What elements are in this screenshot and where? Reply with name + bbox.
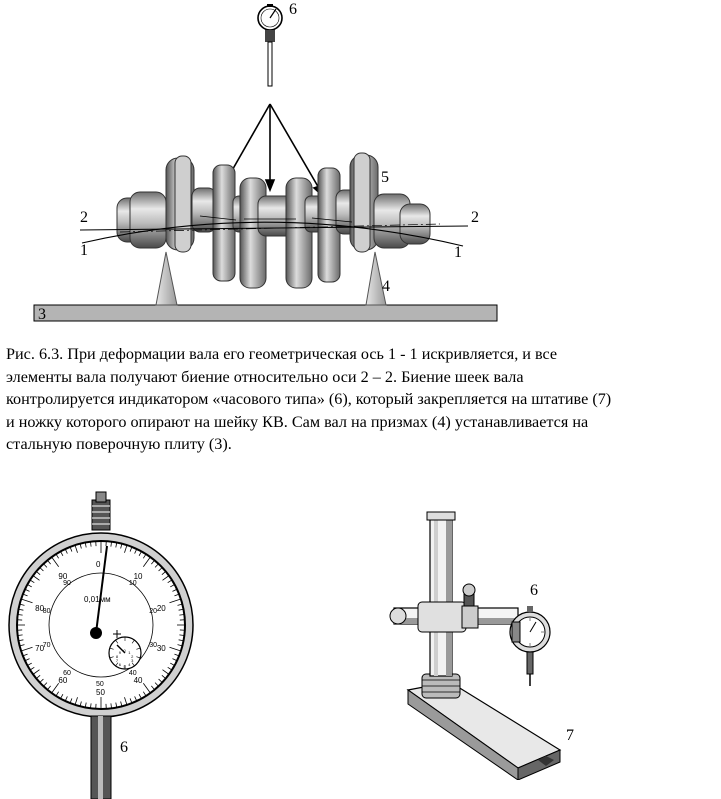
dial-number: 60	[58, 675, 68, 685]
label-axis22-right: 2	[471, 209, 479, 226]
dial-number-inner: 50	[96, 681, 104, 688]
dial-number: 50	[96, 688, 105, 697]
label-stand-indicator-6: 6	[530, 582, 538, 599]
caption-line: контролируется индикатором «часового типа» (6), который закрепляется на штативе (7)	[6, 390, 612, 408]
dial-number: 80	[35, 604, 45, 614]
dial-indicator-drawing	[0, 490, 200, 799]
dial-number: 0	[96, 560, 101, 569]
label-axis11-right: 1	[454, 244, 462, 261]
dial-number-inner: 60	[63, 670, 71, 678]
small-dial-number: 3	[131, 658, 134, 664]
top-indicator	[258, 4, 282, 86]
caption-line: элементы вала получают биение относительно оси 2 – 2. Биение шеек вала	[6, 367, 524, 386]
small-dial-number: 7	[115, 658, 119, 664]
dial-number-inner: 80	[42, 607, 51, 615]
small-dial-number: 4	[128, 662, 131, 668]
dial-number: 70	[35, 643, 45, 653]
label-indicator-6: 6	[289, 1, 297, 18]
label-plate-3: 3	[38, 306, 46, 323]
dial-number-inner: 90	[63, 579, 71, 587]
dial-number-inner: 70	[42, 642, 51, 650]
dial-number-inner: 30	[149, 642, 158, 650]
label-prism-4: 4	[382, 278, 390, 295]
dial-number: 20	[156, 604, 166, 614]
label-stand-7: 7	[566, 727, 574, 744]
indicator-stand-drawing	[370, 510, 610, 780]
dial-number-inner: 40	[128, 670, 137, 678]
caption-line: стальную поверочную плиту (3).	[6, 435, 232, 453]
figure-caption	[6, 343, 718, 456]
dial-center-text: 0,01мм	[84, 595, 111, 604]
small-dial-number: 5	[123, 664, 126, 669]
crankshaft-diagram	[0, 0, 721, 340]
dial-number: 30	[156, 643, 166, 653]
label-crankshaft-5: 5	[381, 169, 389, 186]
small-dial-number: 2	[131, 653, 134, 659]
dial-number: 10	[133, 572, 143, 582]
dial-number: 90	[58, 572, 68, 582]
dial-number: 40	[133, 675, 143, 685]
small-dial-number: 8	[115, 653, 119, 659]
dial-number-inner: 20	[149, 607, 158, 615]
prism-left	[156, 252, 177, 305]
small-dial-number: 9	[118, 649, 122, 655]
label-axis11-left: 1	[80, 242, 88, 259]
dial-number-inner: 10	[128, 579, 137, 587]
caption-line: и ножку которого опирают на шейку КВ. Сам вал на призмах (4) устанавливается на	[6, 412, 589, 431]
small-dial-number: 1	[128, 649, 131, 655]
caption-line: Рис. 6.3. При деформации вала его геометрическая ось 1 - 1 искривляется, и все	[6, 345, 558, 363]
small-dial-number: 0	[123, 648, 126, 653]
label-axis22-left: 2	[80, 209, 88, 226]
small-dial-number: 6	[118, 662, 122, 668]
label-dial-6: 6	[120, 739, 128, 756]
surface-plate	[34, 305, 497, 321]
